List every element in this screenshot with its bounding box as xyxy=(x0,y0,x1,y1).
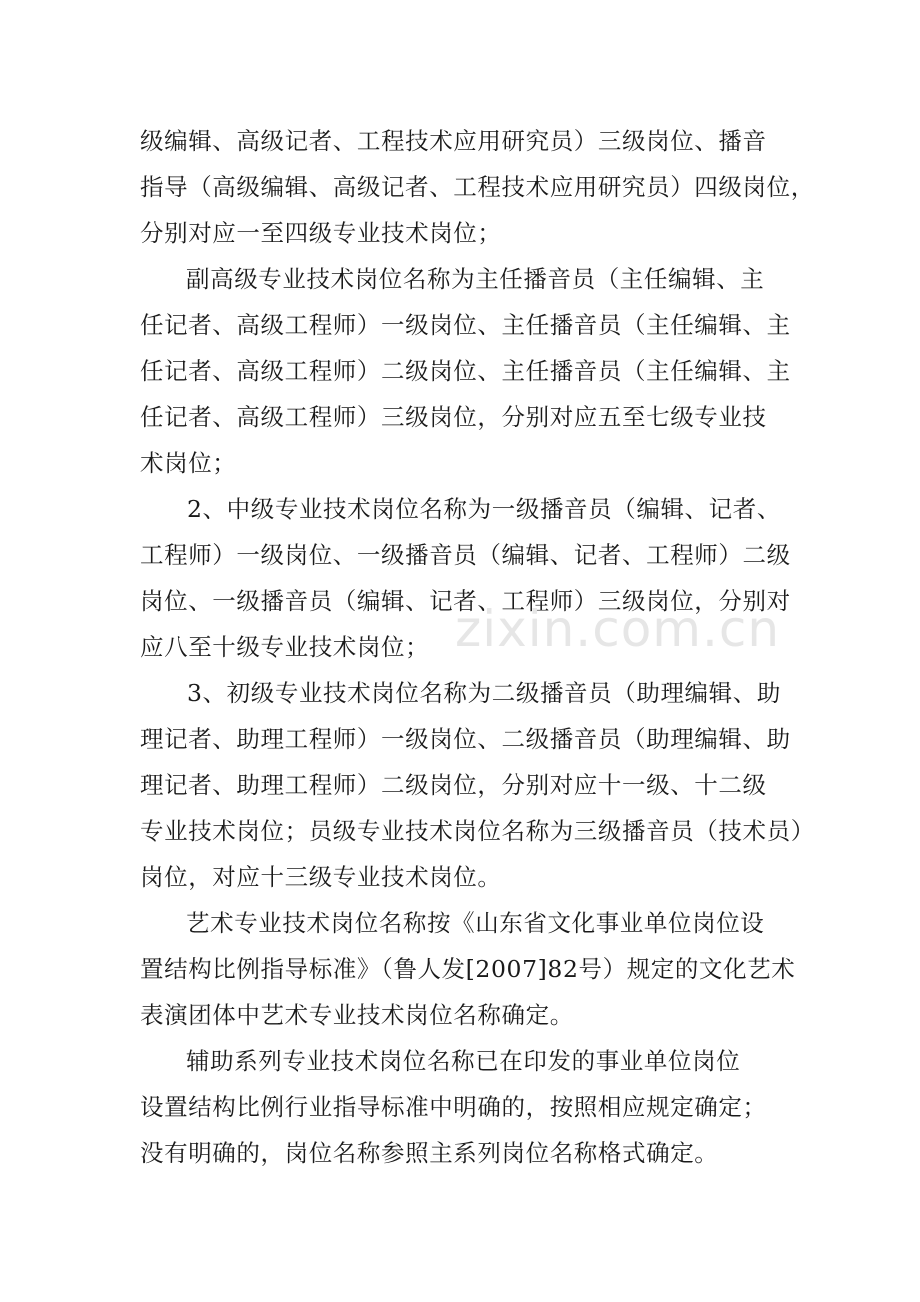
text-line: 理记者、助理工程师）一级岗位、二级播音员（助理编辑、助 xyxy=(140,725,791,753)
text-line: 岗位、一级播音员（编辑、记者、工程师）三级岗位，分别对 xyxy=(140,587,791,615)
text-line: 任记者、高级工程师）二级岗位、主任播音员（主任编辑、主 xyxy=(140,357,791,385)
text-line: 应八至十级专业技术岗位； xyxy=(140,633,430,661)
text-line: 岗位，对应十三级专业技术岗位。 xyxy=(140,863,502,891)
text-line: 任记者、高级工程师）一级岗位、主任播音员（主任编辑、主 xyxy=(140,311,791,339)
text-line: 术岗位； xyxy=(140,449,237,477)
text-line: 设置结构比例行业指导标准中明确的，按照相应规定确定； xyxy=(140,1093,767,1121)
paragraph-start-line: 3、初级专业技术岗位名称为二级播音员（助理编辑、助 xyxy=(187,679,781,707)
watermark: zixin.com.cn xyxy=(455,600,781,658)
paragraph-start-line: 2、中级专业技术岗位名称为一级播音员（编辑、记者、 xyxy=(187,495,781,523)
text-line: 专业技术岗位；员级专业技术岗位名称为三级播音员（技术员） xyxy=(140,817,815,845)
text-line: 理记者、助理工程师）二级岗位，分别对应十一级、十二级 xyxy=(140,771,767,799)
text-line: 工程师）一级岗位、一级播音员（编辑、记者、工程师）二级 xyxy=(140,541,791,569)
text-line: 没有明确的，岗位名称参照主系列岗位名称格式确定。 xyxy=(140,1139,719,1167)
paragraph-start-line: 副高级专业技术岗位名称为主任播音员（主任编辑、主 xyxy=(186,265,765,293)
text-line: 表演团体中艺术专业技术岗位名称确定。 xyxy=(140,1001,574,1029)
text-line: 分别对应一至四级专业技术岗位； xyxy=(140,219,502,247)
document-body xyxy=(140,118,815,1176)
text-line: 指导（高级编辑、高级记者、工程技术应用研究员）四级岗位， xyxy=(140,173,815,201)
paragraph-start-line: 辅助系列专业技术岗位名称已在印发的事业单位岗位 xyxy=(186,1047,741,1075)
text-line: 任记者、高级工程师）三级岗位，分别对应五至七级专业技 xyxy=(140,403,767,431)
text-line: 置结构比例指导标准》（鲁人发[2007]82号）规定的文化艺术 xyxy=(140,955,796,983)
text-line: 级编辑、高级记者、工程技术应用研究员）三级岗位、播音 xyxy=(140,127,767,155)
paragraph-start-line: 艺术专业技术岗位名称按《山东省文化事业单位岗位设 xyxy=(186,909,765,937)
